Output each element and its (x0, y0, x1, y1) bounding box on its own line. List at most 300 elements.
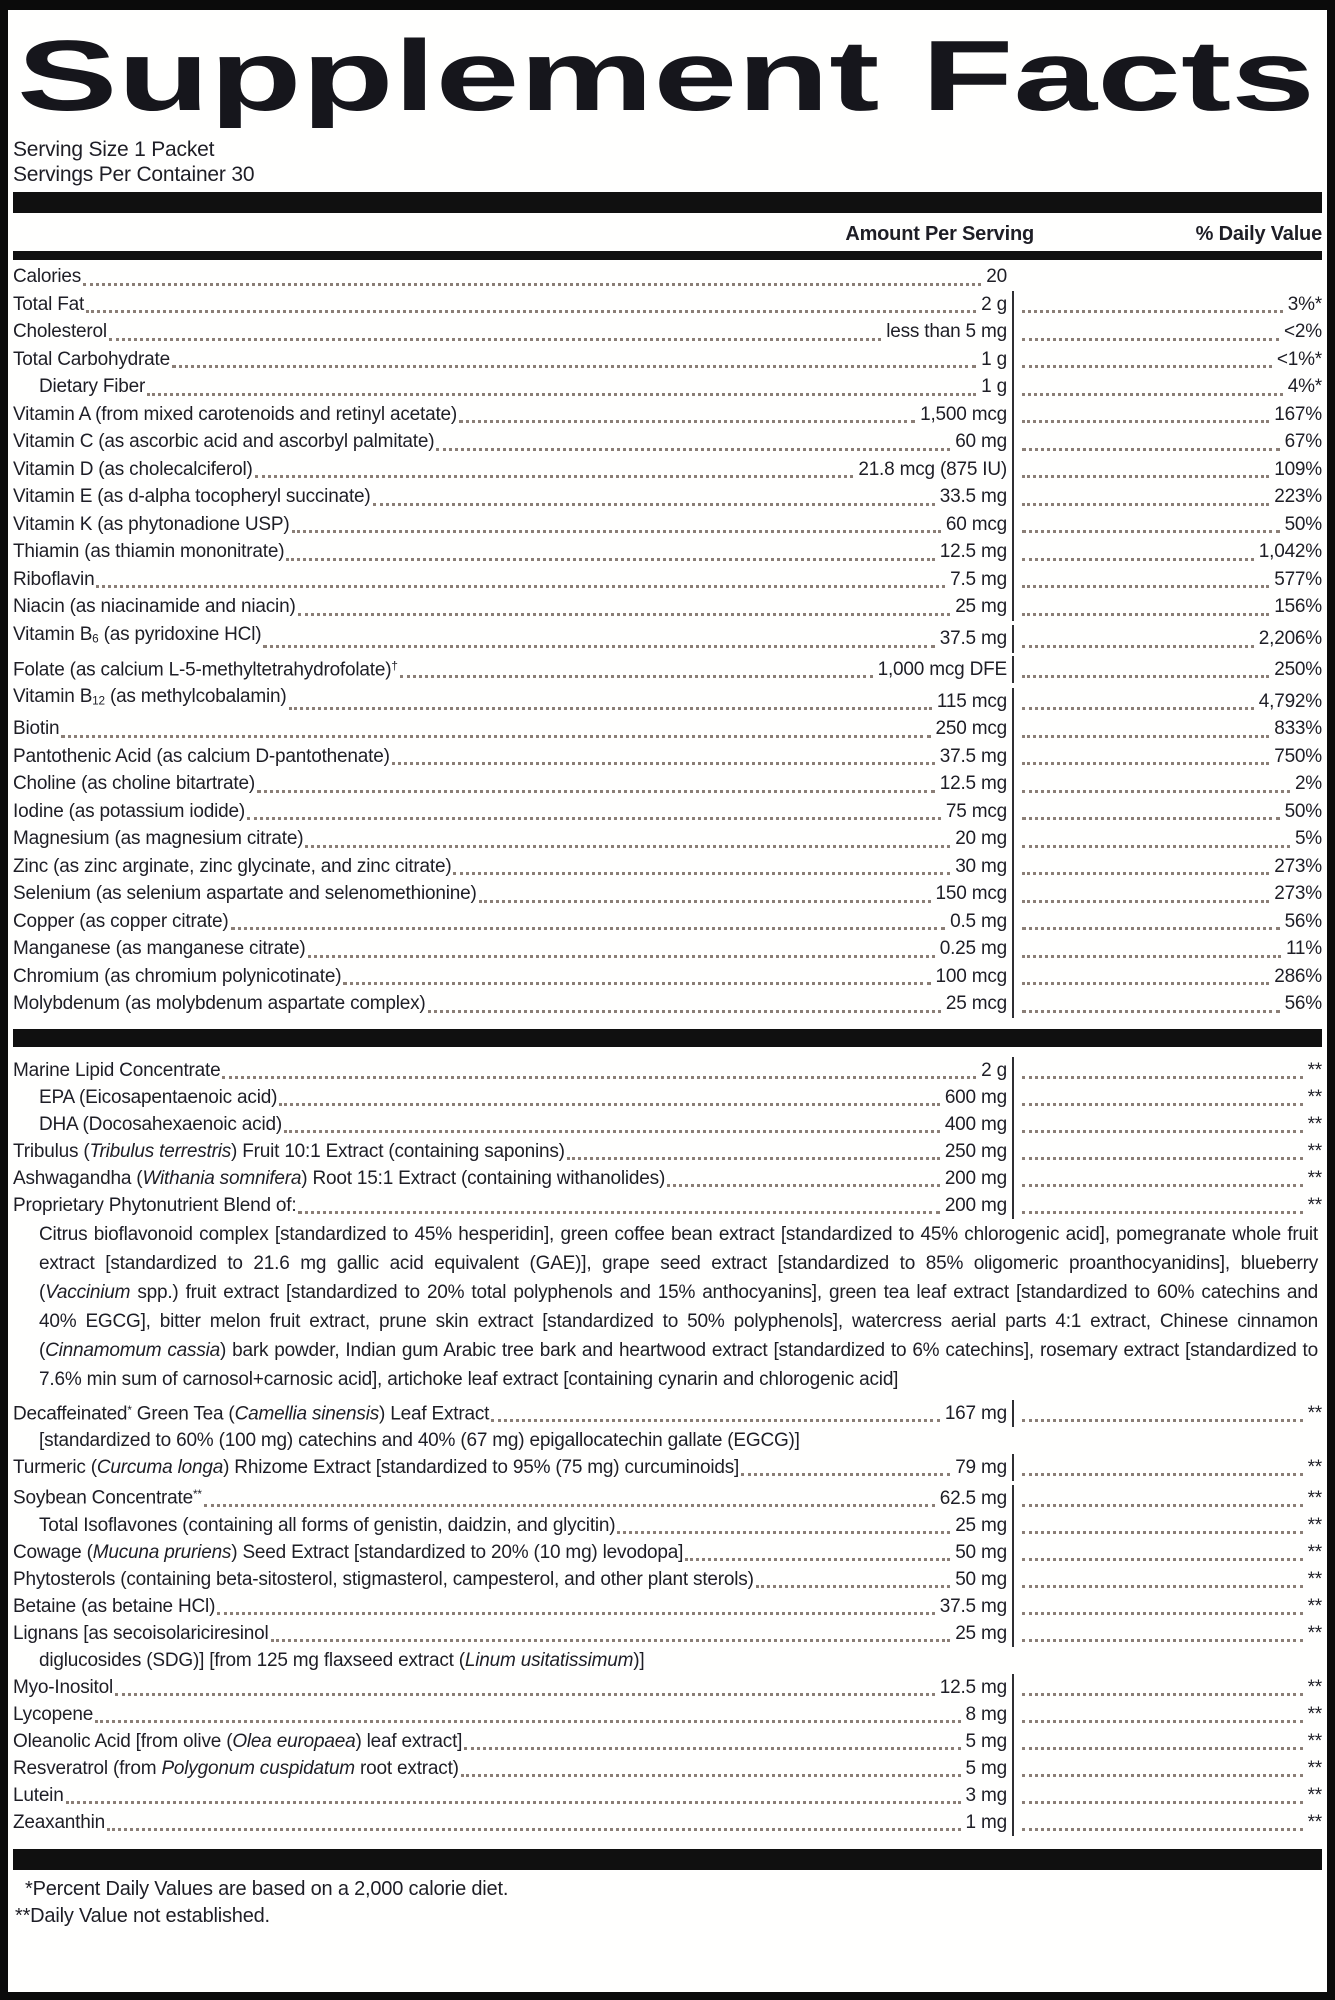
row-main (13, 1782, 1012, 1809)
nutrients-section (13, 260, 1322, 1022)
dot-leader (1022, 393, 1283, 396)
nutrient-name (13, 1165, 665, 1192)
dot-leader (617, 1531, 950, 1534)
nutrient-name (13, 263, 81, 291)
label-text: Betaine (as betaine HCl) (13, 1595, 216, 1617)
row-main (13, 1111, 1012, 1138)
daily-value: 56% (1284, 910, 1322, 932)
dot-leader (257, 790, 935, 793)
amount-value: 115 mcg (936, 690, 1007, 712)
table-row (13, 1809, 1322, 1836)
amount-value: 250 mcg (935, 718, 1007, 740)
label-text: Zeaxanthin (13, 1811, 106, 1833)
row-main (13, 1512, 1012, 1539)
label-text: Lignans [as secoisolariciresinol (13, 1622, 269, 1644)
amount-value: 0.5 mg (950, 910, 1007, 932)
daily-value-zone (1012, 1593, 1322, 1620)
row-main (13, 373, 1012, 401)
amount-value: 75 mcg (945, 800, 1007, 822)
daily-value: 167% (1274, 403, 1322, 425)
nutrient-name (13, 1566, 754, 1593)
nutrient-name (13, 653, 398, 684)
label-text: Magnesium (as magnesium citrate) (13, 828, 304, 850)
daily-value-zone (1012, 1084, 1322, 1111)
row-main (13, 401, 1012, 429)
dot-leader (428, 1010, 941, 1013)
page-title: Supplement Facts (17, 20, 1315, 128)
daily-value-zone (1012, 1454, 1322, 1481)
daily-value-zone (1012, 908, 1322, 936)
daily-value-zone (1012, 483, 1322, 511)
label-text: Zinc (as zinc arginate, zinc glycinate, and zinc citrate) (13, 855, 452, 877)
table-row (13, 1539, 1322, 1566)
table-row (13, 1397, 1322, 1427)
dot-leader (392, 762, 935, 765)
table-row (13, 743, 1322, 771)
table-row (13, 770, 1322, 798)
dot-leader (1022, 645, 1254, 648)
table-row (13, 456, 1322, 484)
dot-leader (453, 872, 950, 875)
dot-leader (1022, 900, 1269, 903)
table-row (13, 1755, 1322, 1782)
daily-value-zone (1012, 373, 1322, 401)
nutrient-name (13, 291, 84, 319)
dot-leader (343, 982, 930, 985)
nutrient-name (13, 1647, 644, 1674)
dot-leader (1022, 982, 1269, 985)
nutrient-name (13, 1397, 489, 1427)
daily-value-zone (1012, 1674, 1322, 1701)
table-row (13, 963, 1322, 991)
dot-leader (567, 1157, 940, 1160)
table-row (13, 1084, 1322, 1111)
nutrient-name (13, 715, 59, 743)
amount-value: 100 mcg (935, 965, 1007, 987)
row-main (13, 715, 1012, 743)
dot-leader (1022, 1639, 1303, 1642)
dot-leader (1022, 1693, 1303, 1696)
daily-value: <2% (1284, 321, 1322, 342)
label-text: Total Isoflavones (containing all forms of genistin, daidzin, and glycitin) (39, 1514, 616, 1536)
label-text: Manganese (as manganese citrate) (13, 938, 306, 960)
dot-leader (1022, 1558, 1303, 1561)
label-text: ** (193, 1488, 202, 1502)
dot-leader (95, 1720, 960, 1723)
nutrient-name (13, 318, 107, 346)
dot-leader (1022, 530, 1280, 533)
table-row (13, 715, 1322, 743)
label-text: Vaccinium (45, 1281, 131, 1303)
dot-leader (286, 558, 934, 561)
label-text: Thiamin (as thiamin mononitrate) (13, 541, 285, 562)
daily-value: ** (1307, 1059, 1322, 1081)
daily-value: 4%* (1287, 376, 1322, 397)
label-text: Phytosterols (containing beta-sitosterol, stigmasterol, campesterol, and other plant sterols) (13, 1568, 754, 1590)
amount-value: 1 g (981, 376, 1007, 397)
daily-value-zone (1012, 538, 1322, 566)
daily-value-zone (1012, 511, 1322, 539)
label-text: Calories (13, 266, 82, 287)
label-text: Oleanolic Acid [from olive ( (13, 1730, 233, 1752)
amount-value: 12.5 mg (939, 1676, 1007, 1698)
amount-value: 20 (986, 266, 1007, 287)
daily-value-zone (1012, 1566, 1322, 1593)
label-text: Chromium (as chromium polynicotinate) (13, 965, 342, 987)
amount-value: 2 g (981, 1059, 1007, 1081)
row-main (13, 1427, 1322, 1454)
label-text: Vitamin E (as d-alpha tocopheryl succinate) (13, 486, 371, 507)
daily-value: 750% (1274, 745, 1322, 767)
dot-leader (436, 448, 950, 451)
daily-value-zone (1012, 1400, 1322, 1427)
nutrient-name (13, 1084, 277, 1111)
dot-leader (289, 707, 932, 710)
nutrient-name (13, 566, 94, 594)
amount-value: 1 mg (965, 1811, 1007, 1833)
table-row (13, 566, 1322, 594)
amount-value: 1,500 mcg (920, 403, 1007, 425)
amount-value: 1,000 mcg DFE (877, 658, 1007, 680)
nutrient-name (13, 743, 390, 771)
nutrient-name (13, 1057, 220, 1084)
daily-value-zone (1012, 401, 1322, 429)
table-row (13, 538, 1322, 566)
label-text: Lycopene (13, 1703, 94, 1725)
amount-value: 12.5 mg (939, 541, 1007, 562)
dot-leader (373, 503, 935, 506)
dot-leader (86, 310, 976, 313)
table-row (13, 683, 1322, 715)
amount-value: 60 mg (955, 431, 1007, 452)
nutrient-name (13, 798, 245, 826)
row-main (13, 1701, 1012, 1728)
daily-value: ** (1307, 1457, 1322, 1479)
dot-leader (1022, 613, 1269, 616)
amount-value: 150 mcg (935, 883, 1007, 905)
label-text: ) Seed Extract [standardized to 20% (10 mg) levodopa] (231, 1541, 684, 1563)
amount-value: 30 mg (955, 855, 1007, 877)
dot-leader (756, 1585, 950, 1588)
daily-value-zone (1012, 428, 1322, 456)
dot-leader (305, 845, 950, 848)
table-row (13, 1728, 1322, 1755)
row-main (13, 1620, 1012, 1647)
nutrient-name (13, 1512, 615, 1539)
dot-leader (461, 1774, 961, 1777)
amount-value: 21.8 mcg (875 IU) (858, 458, 1007, 480)
daily-value: <1%* (1276, 348, 1322, 370)
row-main (13, 1809, 1012, 1836)
dot-leader (109, 338, 881, 341)
table-row (13, 990, 1322, 1018)
dot-leader (115, 1693, 935, 1696)
amount-value: 60 mcg (945, 513, 1007, 535)
dot-leader (1022, 1010, 1280, 1013)
table-row (13, 511, 1322, 539)
daily-value-zone (1012, 743, 1322, 771)
row-main (13, 935, 1012, 963)
table-row (13, 1701, 1322, 1728)
daily-value: ** (1307, 1514, 1322, 1536)
dot-leader (1022, 475, 1269, 478)
daily-value: ** (1307, 1403, 1322, 1425)
daily-value: 3%* (1287, 293, 1322, 315)
blend-description (13, 1219, 1322, 1397)
row-main (13, 1057, 1012, 1084)
row-main (13, 880, 1012, 908)
label-text: Olea europaea (232, 1730, 356, 1752)
row-main (13, 1397, 1012, 1427)
label-text: Marine Lipid Concentrate (13, 1059, 221, 1081)
label-text: Ashwagandha ( (13, 1167, 143, 1189)
dot-leader (1022, 735, 1269, 738)
dot-leader (66, 1801, 961, 1804)
daily-value-zone (1012, 1620, 1322, 1647)
daily-value-zone (1012, 1701, 1322, 1728)
row-main (13, 483, 1012, 511)
label-text: Vitamin B (13, 623, 93, 645)
label-text: Resveratrol (from (13, 1757, 162, 1779)
daily-value-zone (1012, 963, 1322, 991)
daily-value: 67% (1284, 431, 1322, 452)
daily-value: 50% (1284, 800, 1322, 822)
row-main (13, 1647, 1322, 1674)
table-row (13, 1620, 1322, 1647)
dot-leader (1022, 817, 1280, 820)
row-main (13, 1755, 1012, 1782)
dot-leader (1022, 1747, 1303, 1750)
dot-leader (1022, 845, 1290, 848)
label-text: ) Leaf Extract (379, 1403, 490, 1425)
daily-value: 5% (1294, 828, 1322, 850)
table-row (13, 1566, 1322, 1593)
nutrient-name (13, 401, 457, 429)
column-header-daily-value: % Daily Value (1195, 223, 1322, 245)
dot-leader (1022, 1774, 1303, 1777)
dot-leader (1022, 927, 1280, 930)
daily-value: 11% (1285, 938, 1322, 960)
nutrient-name (13, 1755, 459, 1782)
amount-value: 50 mg (955, 1568, 1007, 1590)
label-text: Decaffeinated (13, 1403, 128, 1425)
continuation-line (13, 1427, 1322, 1454)
amount-value: 25 mg (955, 596, 1007, 617)
nutrient-name (13, 825, 303, 853)
nutrient-name (13, 683, 287, 715)
label-text: Citrus bioflavonoid complex [standardized to 45% hesperidin], green coffee bean extract [standardized to 45% chlorogenic acid], pomegranate whole fruit extract [standardized to 21.6 mg gallic acid equivalent (GAE)], grape seed extract [standardized to 85% oligomeric proanthocyanidins], blueberry ( (39, 1223, 1318, 1303)
daily-value: 223% (1274, 486, 1322, 507)
nutrient-name (13, 1427, 800, 1454)
column-headers (13, 213, 1322, 251)
label-text: † (391, 659, 398, 673)
row-main (13, 908, 1012, 936)
row-main (13, 263, 1012, 291)
daily-value-zone (1012, 990, 1322, 1018)
label-text: Cholesterol (13, 321, 107, 342)
row-main (13, 291, 1012, 319)
daily-value: 4,792% (1258, 690, 1322, 712)
divider-bar-middle (13, 1029, 1322, 1047)
amount-value: 37.5 mg (939, 628, 1007, 650)
nutrient-name (13, 346, 170, 374)
amount-value: 5 mg (965, 1730, 1007, 1752)
amount-value: 12.5 mg (939, 773, 1007, 795)
label-text: DHA (Docosahexaenoic acid) (39, 1113, 282, 1135)
label-text: Polygonum cuspidatum (161, 1757, 355, 1779)
daily-value-zone (1012, 1728, 1322, 1755)
daily-value: ** (1307, 1676, 1322, 1698)
daily-value-zone (1012, 798, 1322, 826)
dot-leader (147, 393, 976, 396)
label-text: Selenium (as selenium aspartate and selenomethionine) (13, 883, 477, 905)
dot-leader (1022, 558, 1254, 561)
label-text: Iodine (as potassium iodide) (13, 800, 246, 822)
daily-value: 2% (1294, 773, 1322, 795)
table-row (13, 346, 1322, 374)
nutrient-name (13, 511, 290, 539)
row-main (13, 511, 1012, 539)
dot-leader (1022, 1184, 1303, 1187)
amount-value: 62.5 mg (939, 1487, 1007, 1509)
label-title-wrap (15, 20, 1322, 133)
dot-leader (292, 530, 941, 533)
nutrient-name (13, 880, 477, 908)
daily-value-zone (1012, 1057, 1322, 1084)
dot-leader (107, 1828, 961, 1831)
amount-value: 5 mg (965, 1757, 1007, 1779)
nutrient-name (13, 483, 371, 511)
dot-leader (271, 1639, 951, 1642)
dot-leader (667, 1184, 940, 1187)
botanicals-section (13, 1054, 1322, 1840)
nutrient-name (13, 908, 229, 936)
dot-leader (1022, 1211, 1303, 1214)
footnote-daily-value-basis: *Percent Daily Values are based on a 2,000 calorie diet. (25, 1877, 509, 1900)
daily-value: ** (1307, 1730, 1322, 1752)
row-main (13, 653, 1012, 684)
row-main (13, 683, 1012, 715)
label-text: Folate (as calcium L-5-methyltetrahydrofolate) (13, 658, 392, 680)
daily-value: ** (1307, 1541, 1322, 1563)
daily-value: 250% (1274, 658, 1322, 680)
nutrient-name (13, 1620, 269, 1647)
row-main (13, 346, 1012, 374)
daily-value: ** (1307, 1167, 1322, 1189)
dot-leader (685, 1558, 950, 1561)
amount-value: 3 mg (965, 1784, 1007, 1806)
dot-leader (279, 1103, 940, 1106)
column-header-amount: Amount Per Serving (845, 223, 1034, 245)
table-row (13, 291, 1322, 319)
label-text: Linum usitatissimum (464, 1649, 634, 1671)
amount-value: 250 mg (944, 1140, 1007, 1162)
label-text: Choline (as choline bitartrate) (13, 773, 255, 795)
row-main (13, 798, 1012, 826)
daily-value-zone (1012, 825, 1322, 853)
label-text: * (127, 1403, 132, 1417)
label-text: Proprietary Phytonutrient Blend of: (13, 1194, 297, 1216)
nutrient-name (13, 1138, 565, 1165)
daily-value: 50% (1284, 513, 1322, 535)
table-row (13, 401, 1322, 429)
dot-leader (1022, 675, 1269, 678)
label-text: 12 (92, 694, 105, 708)
label-text: ) Fruit 10:1 Extract (containing saponins) (231, 1140, 565, 1162)
row-main (13, 1593, 1012, 1620)
dot-leader (1022, 1828, 1303, 1831)
footnotes (13, 1870, 1322, 1930)
row-main (13, 963, 1012, 991)
dot-leader (1022, 1801, 1303, 1804)
row-main (13, 428, 1012, 456)
footnote-not-established: **Daily Value not established. (15, 1904, 270, 1927)
daily-value-zone (1012, 853, 1322, 881)
label-text: ) Rhizome Extract [standardized to 95% (75 mg) curcuminoids] (223, 1457, 740, 1479)
row-main (13, 1674, 1012, 1701)
table-row (13, 1512, 1322, 1539)
dot-leader (1022, 1103, 1303, 1106)
daily-value: ** (1307, 1194, 1322, 1216)
daily-value: ** (1307, 1113, 1322, 1135)
servings-per-container: Servings Per Container 30 (13, 163, 255, 186)
label-text: (as methylcobalamin) (104, 686, 287, 708)
nutrient-name (13, 373, 145, 401)
daily-value-zone (1012, 566, 1322, 594)
amount-value: 7.5 mg (950, 568, 1007, 590)
amount-value: 200 mg (944, 1194, 1007, 1216)
nutrient-name (13, 853, 451, 881)
nutrient-name (13, 538, 284, 566)
dot-leader (1022, 1473, 1303, 1476)
amount-value: 37.5 mg (939, 745, 1007, 767)
row-main (13, 1566, 1012, 1593)
dot-leader (217, 1612, 935, 1615)
nutrient-name (13, 1728, 462, 1755)
label-text: Soybean Concentrate (13, 1487, 193, 1509)
label-text: Vitamin B (13, 686, 93, 708)
table-row (13, 908, 1322, 936)
dot-leader (263, 645, 934, 648)
amount-value: 8 mg (965, 1703, 1007, 1725)
dot-leader (491, 1419, 940, 1422)
daily-value: 577% (1274, 568, 1322, 590)
label-text: EPA (Eicosapentaenoic acid) (39, 1086, 278, 1108)
dot-leader (1022, 1531, 1303, 1534)
nutrient-name (13, 1593, 215, 1620)
daily-value: 109% (1274, 458, 1322, 480)
label-text: (as pyridoxine HCl) (98, 623, 262, 645)
amount-value: less than 5 mg (886, 321, 1007, 342)
dot-leader (1022, 365, 1272, 368)
nutrient-name (13, 1809, 105, 1836)
label-text: Withania somnifera (142, 1167, 302, 1189)
nutrient-name (13, 593, 296, 621)
daily-value-zone (1012, 935, 1322, 963)
daily-value-zone (1012, 346, 1322, 374)
daily-value-zone (1012, 715, 1322, 743)
serving-info (13, 137, 1322, 187)
label-text: Molybdenum (as molybdenum aspartate complex) (13, 993, 426, 1015)
table-row (13, 1165, 1322, 1192)
daily-value-zone (1012, 656, 1322, 684)
label-text: Pantothenic Acid (as calcium D-pantothenate) (13, 745, 390, 767)
daily-value: ** (1307, 1140, 1322, 1162)
label-text: Tribulus terrestris (89, 1140, 232, 1162)
dot-leader (1022, 762, 1269, 765)
table-row (13, 880, 1322, 908)
dot-leader (1022, 503, 1269, 506)
